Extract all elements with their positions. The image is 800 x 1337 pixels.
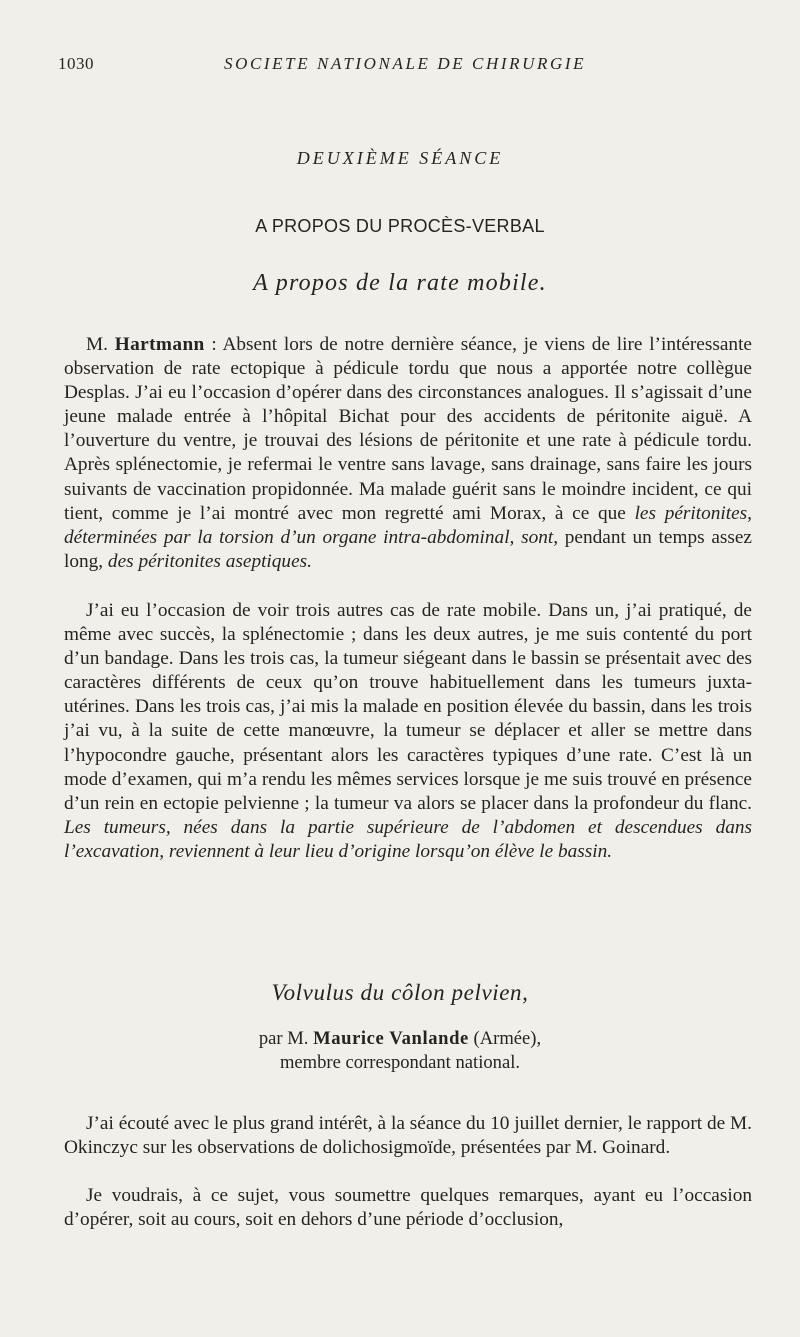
article-title-rate-mobile: A propos de la rate mobile. [253,270,547,296]
byline-line-1 [0,1027,800,1051]
speaker-prefix: M. [86,334,115,355]
author-affiliation: (Armée), [468,1028,542,1049]
speaker-name: Hartmann [114,334,205,355]
paragraph-text: pendant un temps assez long, [64,526,752,572]
paragraph-text: J’ai eu l’occasion de voir trois autres cas de rate mobile. Dans un, j’ai pratiqué, de même avec succès, la splénectomie ; dans les deux autres, je me suis contenté du port d’un bandage. Dans les trois cas, la tumeur siégeant dans le bassin se présentait avec des caractères différents de ceux qu’on trouve habituellement dans les tumeurs juxta-utérines. Dans les trois cas, j’ai mis la malade en position élevée du bassin, dans les trois j’ai vu, à la suite de cette manœuvre, la tumeur se déplacer et aller se mettre dans l’hypocondre gauche, présentant alors les caractères typiques d’une rate. C’est là un mode d’examen, qui m’a rendu les mêmes services lorsque je me suis trouvé en présence d’un rein en ectopie pelvienne ; la tumeur va alors se placer dans la profondeur du flanc. [64,600,752,814]
emphasis-text: des péritonites aseptiques. [107,550,312,572]
running-head [0,54,800,78]
emphasis-text: Les tumeurs, nées dans la partie supérieure de l’abdomen et descendues dans l’excavation, reviennent à leur lieu d’origine lorsqu’on élève le bassin. [64,816,752,862]
byline-line-2: membre correspondant national. [279,1052,521,1073]
article1-paragraph-1 [64,333,752,574]
article2-paragraph-1 [64,1112,752,1160]
byline-prefix: par M. [258,1028,314,1049]
article1-paragraph-2 [64,599,752,864]
article2-paragraph-2 [64,1184,752,1232]
emphasis-text: les péritonites, déterminées par la torsion d’un organe intra-abdominal, sont, [64,502,752,548]
paragraph-text: J’ai écouté avec le plus grand intérêt, à la séance du 10 juillet dernier, le rapport de M. Okinczyc sur les observations de dolichosigmoïde, présentées par M. Goinard. [64,1113,752,1159]
journal-title: SOCIETE NATIONALE DE CHIRURGIE [224,54,587,73]
paragraph-text: : Absent lors de notre dernière séance, je viens de lire l’intéressante observation de rate ectopique à pédicule tordu que nous a apportée notre collègue Desplas. J’ai eu l’occasion d’opérer dans des circonstances analogues. Il s’agissait d’une jeune malade entrée à l’hôpital Bichat pour des accidents de péritonite aiguë. A l’ouverture du ventre, je trouvai des lésions de péritonite et une rate à pédicule tordu. Après splénectomie, je refermai le ventre sans lavage, sans drainage, sans faire les jours suivants de vaccination propidonnée. Ma malade guérit sans le moindre incident, ce qui tient, comme je l’ai montré avec mon regretté ami Morax, à ce que [64,334,752,524]
author-name: Maurice Vanlande [313,1028,469,1049]
byline [0,1027,800,1075]
paragraph-text: Je voudrais, à ce sujet, vous soumettre quelques remarques, ayant eu l’occasion d’opérer, soit au cours, soit en dehors d’une période d’occlusion, [64,1185,752,1231]
article-title-volvulus: Volvulus du côlon pelvien, [271,980,529,1005]
section-heading: A PROPOS DU PROCÈS-VERBAL [255,216,545,236]
session-heading: DEUXIÈME SÉANCE [296,148,504,168]
page-number: 1030 [58,54,94,73]
